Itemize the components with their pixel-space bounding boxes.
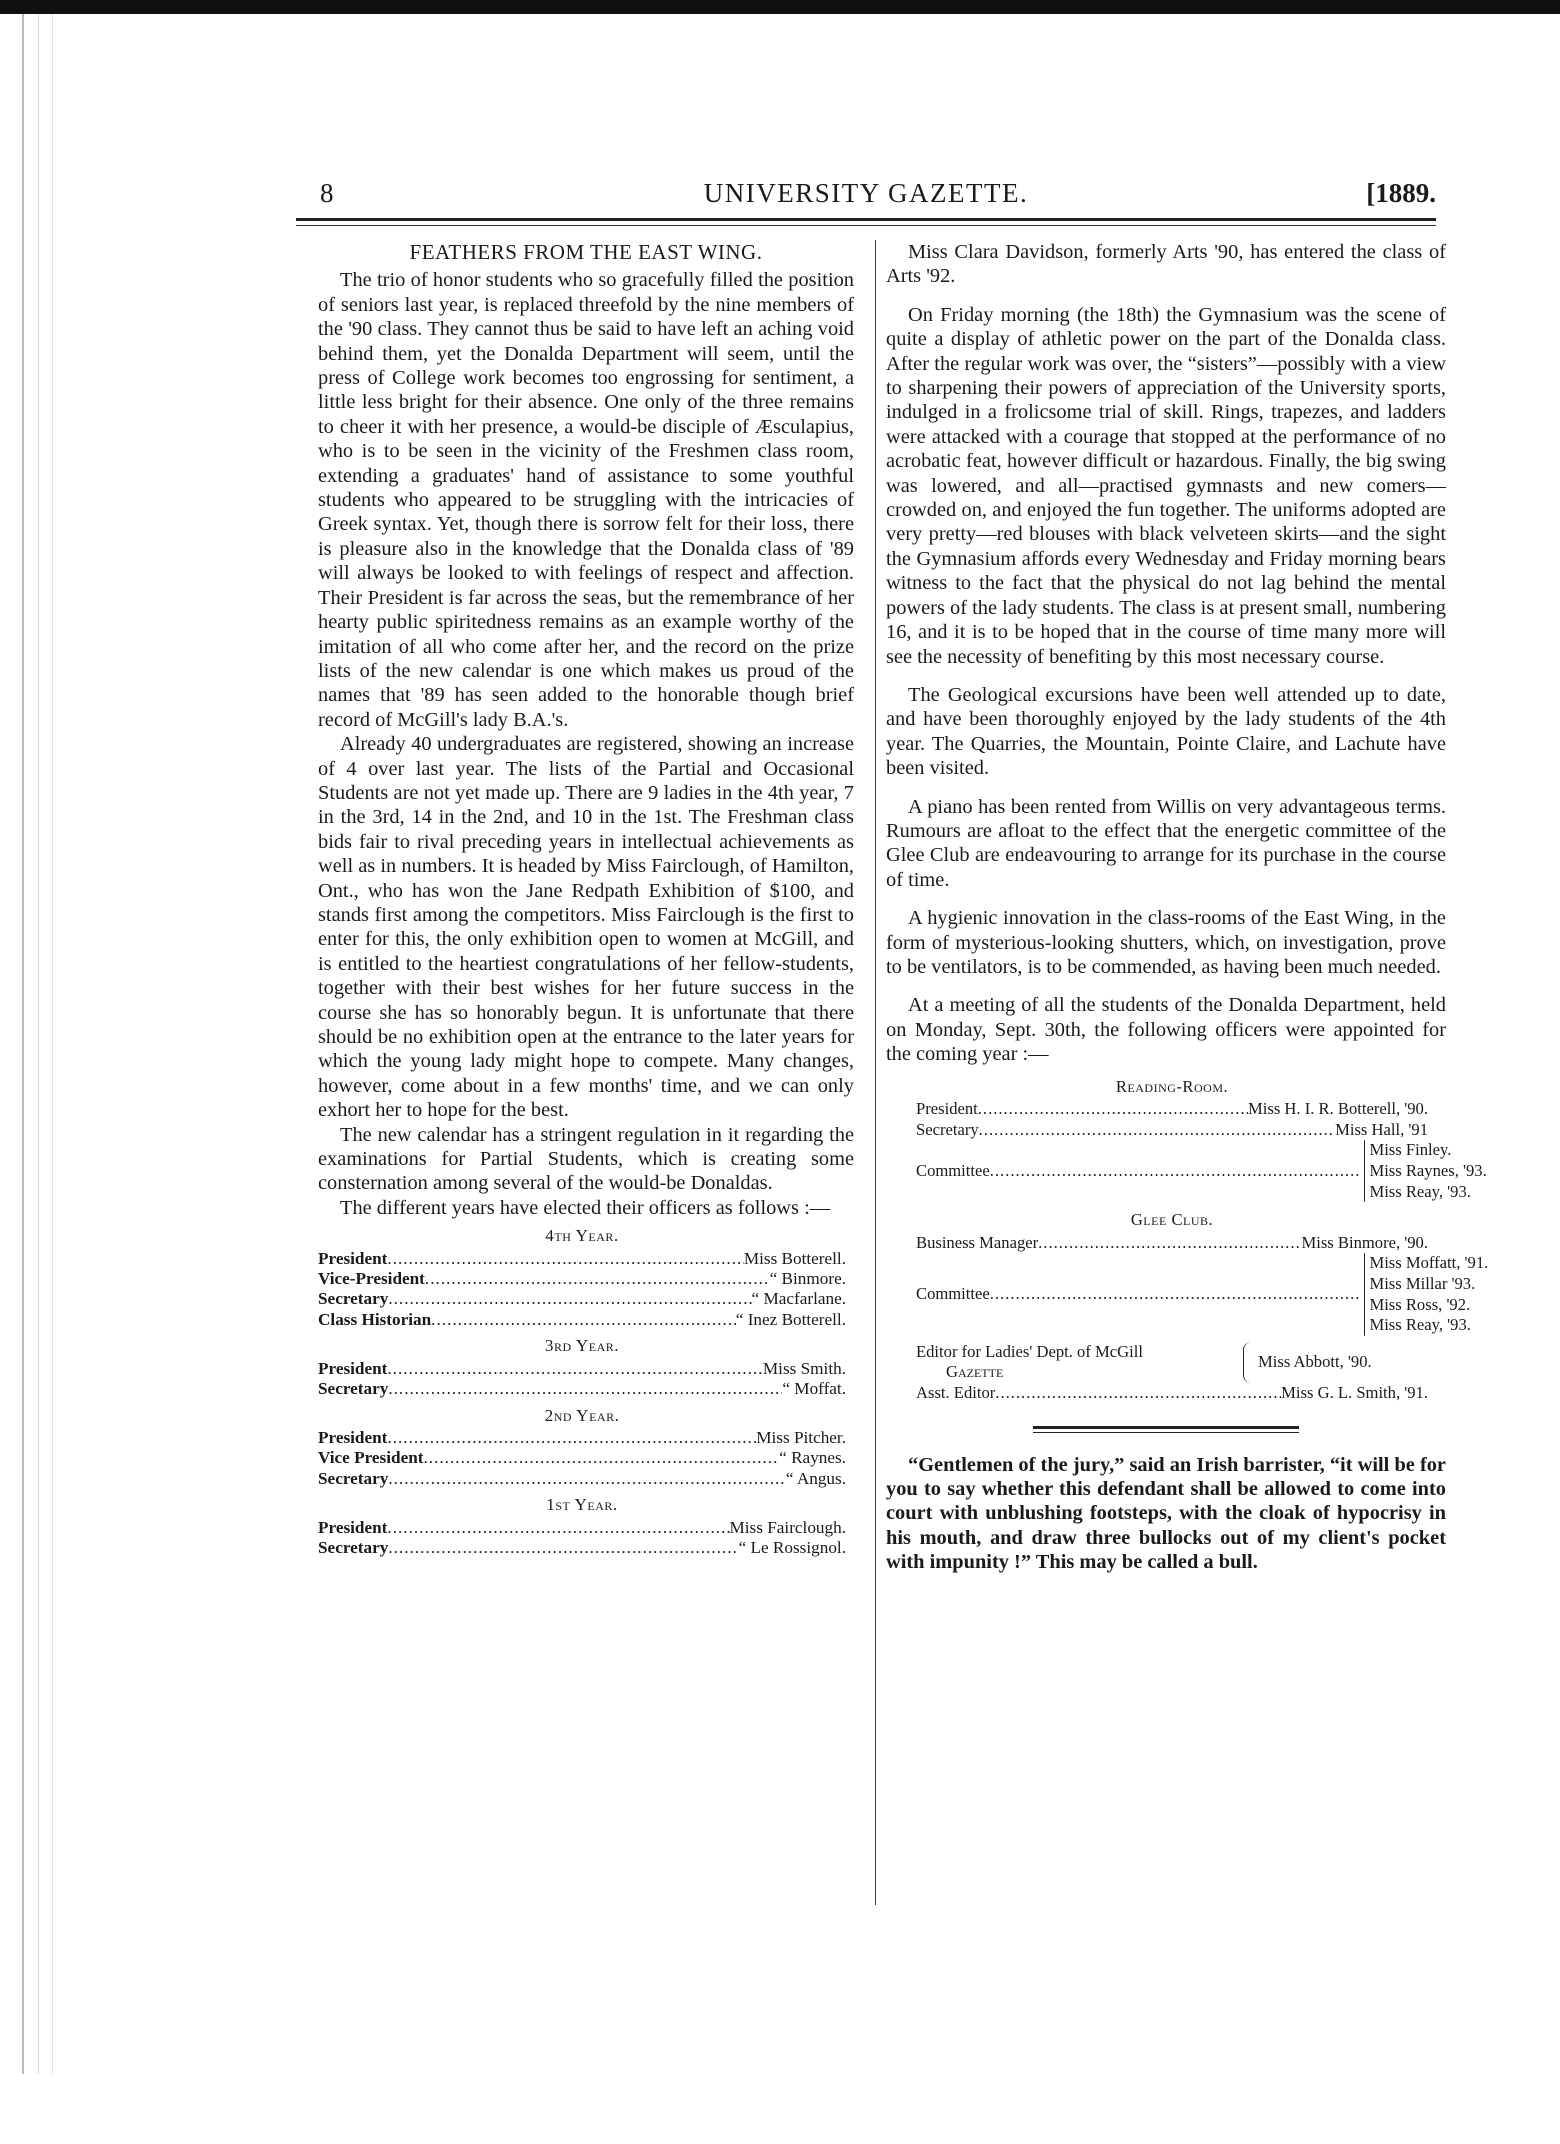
reading-room-officers [916,1076,1489,1404]
officer-row [318,1518,846,1538]
paragraph: The new calendar has a stringent regulation in it regarding the examinations for Partial Students, which is creating some consternation among several of the would-be Donaldas. [318,1123,854,1195]
header-year: [1889. [1366,178,1436,208]
year-heading: 2nd Year. [544,1405,620,1425]
officer-row [318,1249,846,1269]
office-label: President [318,1358,388,1378]
office-label: President [916,1099,978,1119]
officer-row [318,1428,846,1448]
office-label: Secretary [318,1468,389,1488]
officer-name: Miss Binmore, '90. [1301,1232,1428,1252]
officer-row [318,1269,846,1289]
page-edge [52,14,53,2074]
paragraph: “Gentlemen of the jury,” said an Irish barrister, “it will be for you to say whether this defendant shall be allowed to come into court with unblushing footsteps, with the cloak of hypocrisy in his mouth, and draw three bullocks out of my client's pocket with impunity !” This may be called a bull. [886,1453,1446,1574]
committee-member: Miss Ross, '92. [1369,1294,1471,1314]
paragraph: Already 40 undergraduates are registered, showing an increase of 4 over last year. The lists of the Partial and Occasional Students are not yet made up. There are 9 ladies in the 4th year, 7 in the 3rd, 14 in the 2nd, and 10 in the 1st. The Freshman class bids fair to rival preceding years in intellectual achievements as well as in numbers. It is headed by Miss Fairclough, of Hamilton, Ont., who has won the Jane Redpath Exhibition of $100, and stands first among the competitors. Miss Fairclough is the first to enter for this, the only exhibition open to women at McGill, and is entitled to the heartiest congratulations of her fellow-students, together with their best wishes for her future success in the course she has so honorably begun. It is unfortunate that there should be no exhibition open at the entrance to the later years for which the young lady might hope to compete. Many changes, however, come about in a few months' time, and we can only exhort her to hope for the best. [318,733,854,1122]
committee-row [916,1253,1489,1335]
officer-row [318,1310,846,1330]
section-heading: Glee Club. [1130,1210,1214,1230]
officer-name: Miss H. I. R. Botterell, '90. [1248,1099,1428,1119]
committee-member: Miss Finley. [1369,1140,1452,1160]
header-rule [296,225,1436,226]
paragraph: Miss Clara Davidson, formerly Arts '90, has entered the class of Arts '92. [886,241,1446,288]
paragraph: The trio of honor students who so gracefully filled the position of seniors last year, is replaced threefold by the nine members of the '90 class. They cannot thus be said to have left an aching void behind them, yet the Donalda Department will seem, until the press of College work becomes too engrossing for sentiment, a little less bright for their absence. One only of the three remains to cheer it with her presence, a would-be disciple of Æsculapius, who is to be seen in the vicinity of the Freshmen class room, extending a graduates' hand of assistance to some youthful students who appeared to be struggling with the intricacies of Greek syntax. Yet, though there is sorrow felt for their loss, there is pleasure also in the knowledge that the Donalda class of '89 will always be looked to with feelings of respect and affection. Their President is far across the seas, but the remembrance of her hearty public spiritedness remains as an example worthy of the imitation of all who come after her, and the record on the prize lists of the new calendar is one which makes us proud of the names that '89 has seen added to the honorable though brief record of McGill's lady B.A.'s. [318,269,854,731]
officer-name: Miss Fairclough. [729,1517,846,1537]
officer-name: “ Le Rossignol. [738,1537,846,1557]
office-label: President [318,1517,388,1537]
committee-row [916,1140,1487,1202]
masthead: UNIVERSITY GAZETTE. [703,178,1029,208]
committee-member: Miss Raynes, '93. [1369,1160,1487,1180]
office-label: Committee [916,1160,990,1180]
section-heading: Reading-Room. [1115,1076,1229,1096]
anecdote [886,1453,1446,1575]
year-heading: 4th Year. [545,1226,619,1246]
committee-member: Miss Millar '93. [1369,1273,1476,1293]
brace [1243,1342,1254,1383]
officer-name: “ Moffat. [782,1379,846,1399]
officer-row [318,1289,846,1309]
officers-by-year [318,1226,854,1558]
page-edge [38,14,39,2074]
section-separator [1033,1426,1299,1433]
page-number: 8 [320,178,334,208]
left-column [318,240,854,1558]
officer-row [916,1383,1428,1404]
office-label: Vice-President [318,1269,425,1289]
office-label: President [318,1248,388,1268]
officer-row [916,1120,1428,1141]
office-label: President [318,1427,388,1447]
office-label: Secretary [318,1537,389,1557]
officer-name: Miss Hall, '91 [1335,1119,1428,1139]
officer-name: Miss Abbott, '90. [1258,1352,1372,1372]
office-label: Secretary [318,1289,389,1309]
office-label: Gazette [946,1362,1004,1382]
brace [1364,1253,1365,1335]
officer-name: “ Raynes. [779,1448,846,1468]
paragraph: The different years have elected their officers as follows :— [340,1196,831,1219]
office-label: Class Historian [318,1309,432,1329]
officer-row [916,1099,1428,1120]
officer-row [318,1448,846,1468]
brace [1364,1140,1365,1202]
paragraph: On Friday morning (the 18th) the Gymnasium was the scene of quite a display of athletic power on the part of the Donalda class. After the regular work was over, the “sisters”—possibly with a view to sharpening their powers of appreciation of the University sports, indulged in a frolicsome trial of skill. Rings, trapezes, and ladders were attacked with a courage that stopped at the performance of no acrobatic feat, however difficult or hazardous. Finally, the big swing was lowered, and all—practised gymnasts and new comers—crowded on, and enjoyed the fun together. The uniforms adopted are very pretty—red blouses with black velveteen skirts—and the sight the Gymnasium affords every Wednesday and Friday morning bears witness to the fact that the physical do not lag behind the mental powers of the lady students. The class is at present small, numbering 16, and it is to be hoped that in the course of time many more will see the necessity of benefiting by this most necessary course. [886,303,1446,668]
header-rule [296,218,1436,221]
paragraph: A piano has been rented from Willis on very advantageous terms. Rumours are afloat to the effect that the energetic committee of the Glee Club are endeavouring to arrange for its purchase in the course of time. [886,795,1446,891]
officer-name: “ Inez Botterell. [735,1309,846,1329]
officer-name: “ Binmore. [769,1269,846,1289]
scan-top-border [0,0,1560,14]
committee-member: Miss Reay, '93. [1369,1315,1471,1335]
officer-row [318,1538,846,1558]
paragraph: The Geological excursions have been well attended up to date, and have been thoroughly enjoyed by the lady students of the 4th year. The Quarries, the Mountain, Pointe Claire, and Lachute have been visited. [886,683,1446,780]
right-column [886,240,1489,1575]
officer-name: Miss G. L. Smith, '91. [1281,1382,1428,1402]
officer-row [318,1469,846,1489]
officer-row [318,1379,846,1399]
committee-member: Miss Reay, '93. [1369,1181,1471,1201]
officer-row [318,1359,846,1379]
officer-row [916,1233,1428,1254]
article-title: FEATHERS FROM THE EAST WING. [409,240,763,264]
office-label: Business Manager [916,1232,1039,1252]
officer-name: “ Angus. [785,1468,846,1488]
office-label: Secretary [916,1119,979,1139]
office-label: Asst. Editor [916,1382,996,1402]
office-label: Secretary [318,1379,389,1399]
page-edge [22,14,24,2074]
officer-name: Miss Smith. [762,1358,846,1378]
page-header [296,178,1436,214]
paragraph: At a meeting of all the students of the Donalda Department, held on Monday, Sept. 30th, the following officers were appointed for the coming year :— [886,994,1446,1066]
year-heading: 3rd Year. [544,1336,620,1356]
office-label: Vice President [318,1448,424,1468]
committee-member: Miss Moffatt, '91. [1369,1253,1489,1273]
paragraph: A hygienic innovation in the class-rooms of the East Wing, in the form of mysterious-looking shutters, which, on investigation, prove to be ventilators, is to be commended, as having been much needed. [886,907,1446,978]
officer-name: “ Macfarlane. [751,1289,846,1309]
editor-row [916,1342,1428,1383]
year-heading: 1st Year. [546,1495,618,1515]
officer-name: Miss Pitcher. [756,1427,846,1447]
office-label: Editor for Ladies' Dept. of McGill [916,1341,1143,1361]
column-rule [875,240,876,1905]
office-label: Committee [916,1284,990,1304]
officer-name: Miss Botterell. [743,1248,846,1268]
